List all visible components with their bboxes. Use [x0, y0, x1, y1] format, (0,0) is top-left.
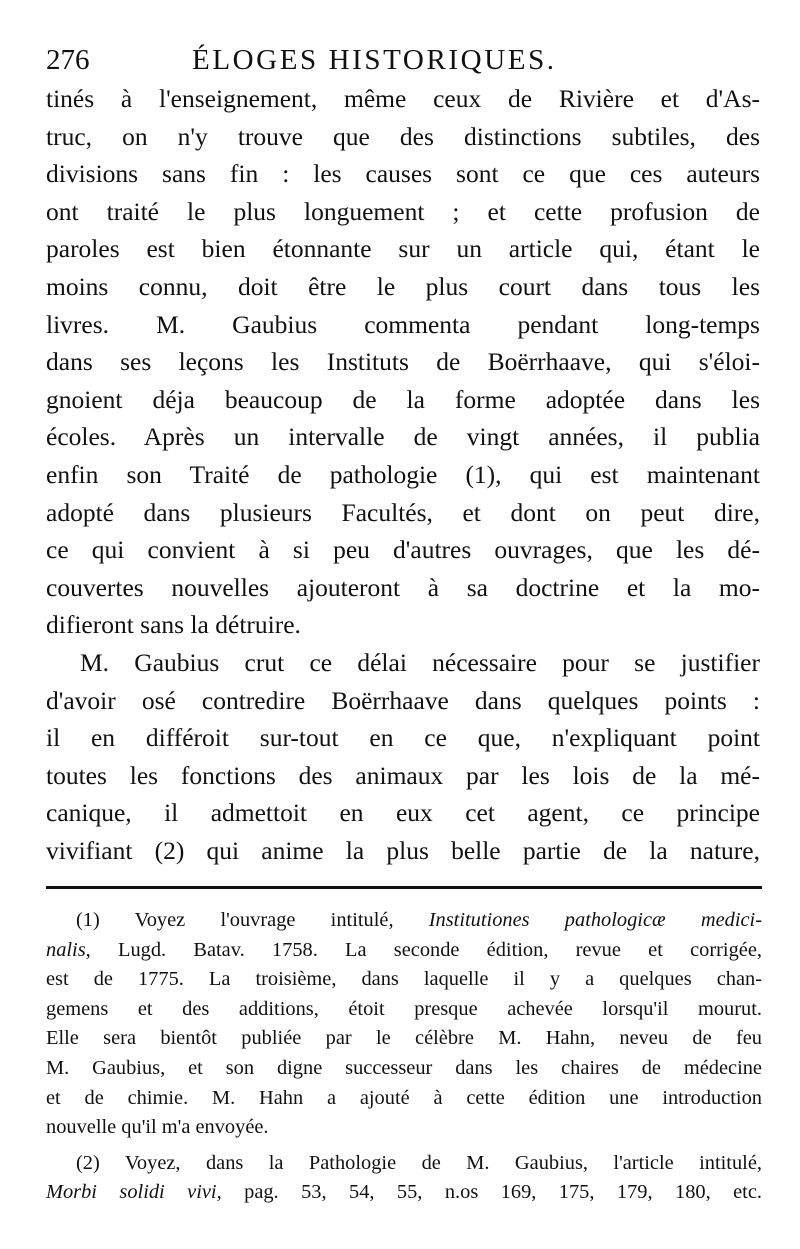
text-line: divisions sans fin : les causes sont ce que ces auteurs: [46, 159, 760, 189]
footnote-title-italic: Institutiones pathologicæ medici-: [428, 909, 762, 931]
text-line: canique, il admettoit en eux cet agent, ce principe: [46, 798, 760, 828]
footnote-text: , Lugd. Batav. 1758. La seconde édition, revue et corrigée,: [85, 938, 762, 961]
text-line: il en différoit sur-tout en ce que, n'expliquant point: [46, 723, 760, 753]
text-line: paroles est bien étonnante sur un article qui, étant le: [46, 234, 760, 264]
text-line: d'avoir osé contredire Boërrhaave dans quelques points :: [46, 685, 760, 715]
footnote-line: (2) Voyez, dans la Pathologie de M. Gaubius, l'article intitulé,: [76, 1151, 762, 1174]
text-line: livres. M. Gaubius commenta pendant long-temps: [46, 309, 760, 339]
footnote-line: et de chimie. M. Hahn a ajouté à cette édition une introduction: [46, 1086, 762, 1109]
text-line: enfin son Traité de pathologie (1), qui est maintenant: [46, 459, 760, 489]
footnotes: [46, 906, 762, 1208]
footnote-line: gemens et des additions, étoit presque achevée lorsqu'il mourut.: [46, 997, 762, 1020]
text-line: ont traité le plus longuement ; et cette profusion de: [46, 196, 760, 226]
footnote-line: [46, 936, 762, 966]
running-head: ÉLOGES HISTORIQUES.: [192, 44, 557, 76]
footnote-title-italic: nalis: [46, 938, 86, 961]
text-line: truc, on n'y trouve que des distinctions subtiles, des: [46, 121, 760, 151]
footnote-line: Elle sera bientôt publiée par le célèbre M. Hahn, neveu de feu: [46, 1027, 762, 1050]
page-number: 276: [46, 44, 90, 76]
text-line: vivifiant (2) qui anime la plus belle partie de la nature,: [46, 835, 760, 865]
footnote-text: (1) Voyez l'ouvrage intitulé,: [76, 909, 429, 931]
text-line: couvertes nouvelles ajouteront à sa doctrine et la mo-: [46, 572, 760, 602]
text-line: toutes les fonctions des animaux par les lois de la mé-: [46, 760, 760, 790]
footnote-text: , pag. 53, 54, 55, n.os 169, 175, 179, 180, etc.: [216, 1181, 762, 1204]
text-line: moins connu, doit être le plus court dans tous les: [46, 271, 760, 301]
text-line: tinés à l'enseignement, même ceux de Rivière et d'As-: [46, 84, 760, 113]
footnote-line: nouvelle qu'il m'a envoyée.: [46, 1116, 269, 1139]
text-line: ce qui convient à si peu d'autres ouvrages, que les dé-: [46, 535, 760, 565]
body-text: [46, 80, 760, 869]
text-line: difieront sans la détruire.: [46, 610, 301, 640]
text-line: dans ses leçons les Instituts de Boërrhaave, qui s'éloi-: [46, 347, 760, 377]
footnote-line: est de 1775. La troisième, dans laquelle il y a quelques chan-: [46, 968, 762, 991]
footnote-line: [46, 1178, 762, 1208]
text-line: M. Gaubius crut ce délai nécessaire pour se justifier: [80, 647, 760, 677]
text-line: adopté dans plusieurs Facultés, et dont on peut dire,: [46, 497, 760, 527]
footnote-title-italic: Morbi solidi vivi: [46, 1181, 217, 1204]
footnote-line: [46, 906, 762, 936]
text-line: gnoient déja beaucoup de la forme adoptée dans les: [46, 384, 760, 414]
page-header: [46, 40, 758, 84]
footnote-divider: [46, 886, 762, 889]
text-line: écoles. Après un intervalle de vingt années, il publia: [46, 422, 760, 452]
footnote-line: M. Gaubius, et son digne successeur dans les chaires de médecine: [46, 1056, 762, 1079]
